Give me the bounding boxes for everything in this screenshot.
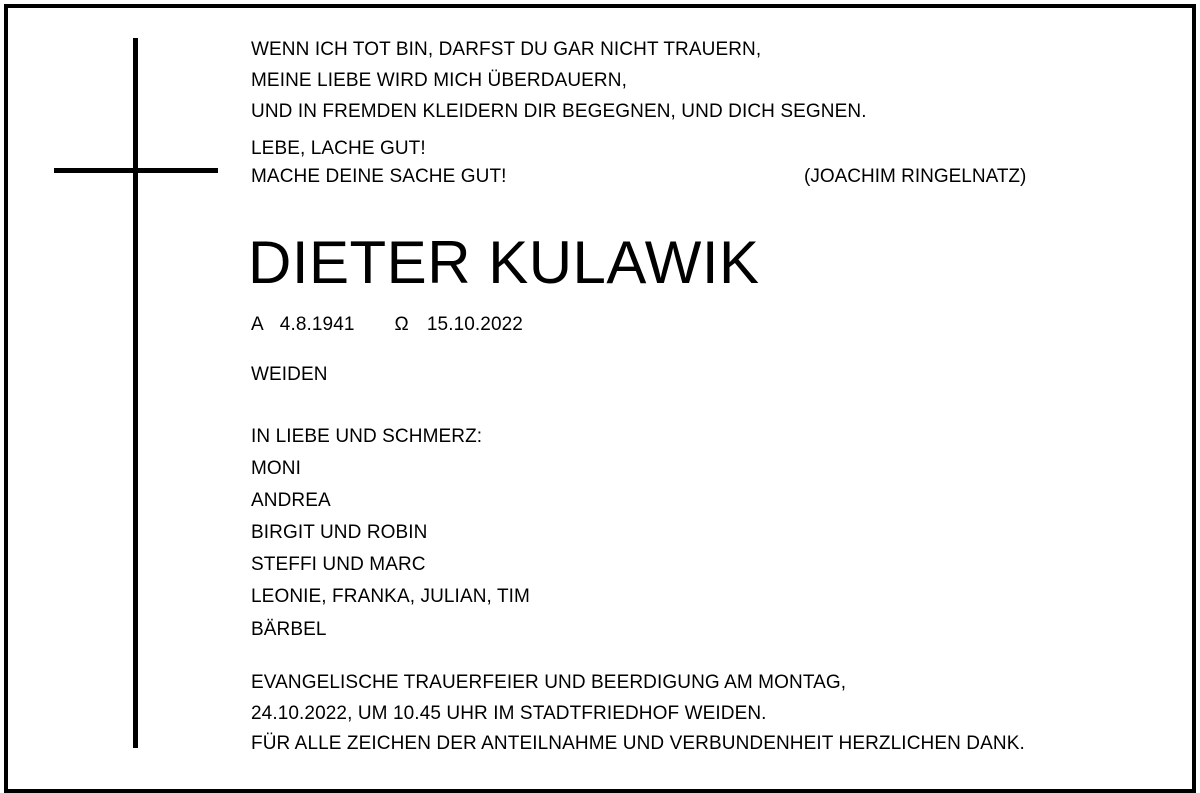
poem-line-5: MACHE DEINE SACHE GUT! (251, 166, 507, 187)
poem-line-3: UND IN FREMDEN KLEIDERN DIR BEGEGNEN, UND DICH SEGNEN. (251, 101, 867, 122)
mourner-name: MONI (251, 458, 302, 479)
mourner-name: ANDREA (251, 490, 331, 511)
birth-date: 4.8.1941 (279, 314, 355, 335)
mourner-name: LEONIE, FRANKA, JULIAN, TIM (251, 586, 530, 607)
poem-line-4: LEBE, LACHE GUT! (251, 138, 426, 159)
cross-horizontal-bar (54, 168, 218, 173)
life-dates (251, 314, 523, 336)
mourner-name: BÄRBEL (251, 619, 327, 640)
deceased-name: DIETER KULAWIK (248, 229, 760, 296)
death-date: 15.10.2022 (426, 314, 523, 335)
service-line-1: EVANGELISCHE TRAUERFEIER UND BEERDIGUNG AM MONTAG, (251, 672, 847, 693)
poem-line-1: WENN ICH TOT BIN, DARFST DU GAR NICHT TRAUERN, (251, 39, 762, 60)
place: WEIDEN (251, 364, 328, 385)
poem-line-2: MEINE LIEBE WIRD MICH ÜBERDAUERN, (251, 70, 627, 91)
service-line-2: 24.10.2022, UM 10.45 UHR IM STADTFRIEDHOF WEIDEN. (251, 703, 767, 724)
mourners-heading: IN LIEBE UND SCHMERZ: (251, 426, 483, 447)
birth-symbol: A (251, 314, 264, 335)
poem-attribution: (JOACHIM RINGELNATZ) (804, 166, 1027, 187)
mourner-name: STEFFI UND MARC (251, 554, 426, 575)
service-line-3: FÜR ALLE ZEICHEN DER ANTEILNAHME UND VERBUNDENHEIT HERZLICHEN DANK. (251, 733, 1025, 754)
mourner-name: BIRGIT UND ROBIN (251, 522, 428, 543)
death-symbol: Ω (394, 314, 409, 335)
cross-vertical-bar (133, 38, 138, 748)
